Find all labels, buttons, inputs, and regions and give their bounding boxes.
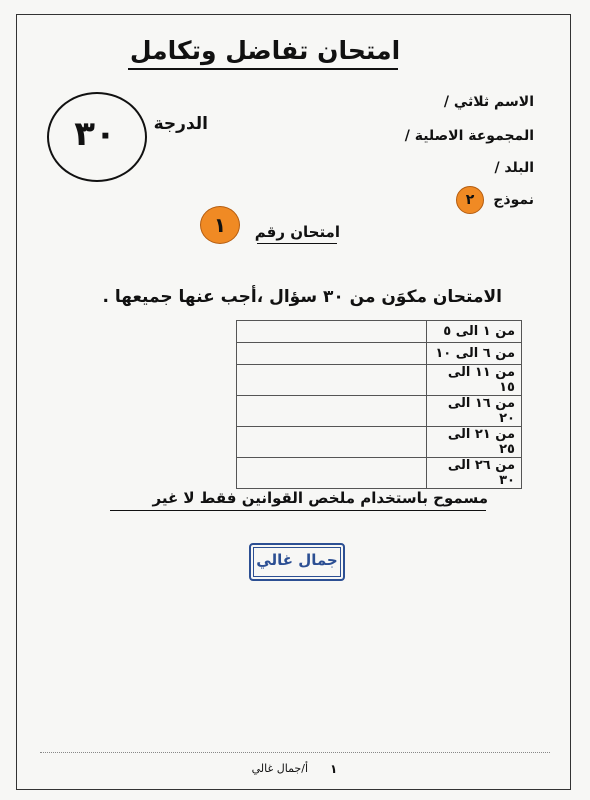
group-label: المجموعة الاصلية / [404, 128, 534, 144]
grade-label: الدرجة [153, 114, 208, 134]
table-row [237, 343, 522, 365]
title-underline [128, 68, 398, 70]
table-row [237, 365, 522, 396]
table-row [237, 458, 522, 489]
footer-author: أ/جمال غالي [251, 762, 308, 775]
model-label: نموذج [493, 192, 534, 208]
stamp-text: جمال غالي [256, 551, 338, 569]
answer-cell[interactable] [237, 396, 427, 427]
footer-separator [40, 752, 550, 753]
answer-cell[interactable] [237, 427, 427, 458]
range-label: من ٦ الى ١٠ [427, 343, 522, 365]
range-label: من ١٦ الى ٢٠ [427, 396, 522, 427]
table-row [237, 427, 522, 458]
answer-table [236, 320, 522, 489]
range-label: من ١١ الى ١٥ [427, 365, 522, 396]
exam-title: امتحان تفاضل وتكامل [129, 36, 401, 65]
allowed-notice: مسموح باستخدام ملخص القوانين فقط لا غير [152, 489, 488, 507]
exam-number-label: امتحان رقم [254, 223, 340, 241]
answer-cell[interactable] [237, 365, 427, 396]
grade-value: ٣٠ [74, 114, 116, 154]
exam-number-badge: ١ [200, 206, 240, 244]
range-label: من ١ الى ٥ [427, 321, 522, 343]
answer-cell[interactable] [237, 321, 427, 343]
answer-cell[interactable] [237, 458, 427, 489]
model-number-badge: ٢ [456, 186, 484, 214]
country-label: البلد / [494, 160, 534, 176]
instruction-text: الامتحان مكوَن من ٣٠ سؤال ،أجب عنها جميعها . [102, 287, 502, 307]
range-label: من ٢٦ الى ٣٠ [427, 458, 522, 489]
answer-cell[interactable] [237, 343, 427, 365]
range-label: من ٢١ الى ٢٥ [427, 427, 522, 458]
notice-underline [110, 510, 486, 511]
table-row [237, 321, 522, 343]
name-label: الاسم ثلاثي / [443, 94, 534, 110]
page-number: ١ [330, 762, 338, 776]
table-row [237, 396, 522, 427]
exam-number-underline [257, 243, 337, 244]
